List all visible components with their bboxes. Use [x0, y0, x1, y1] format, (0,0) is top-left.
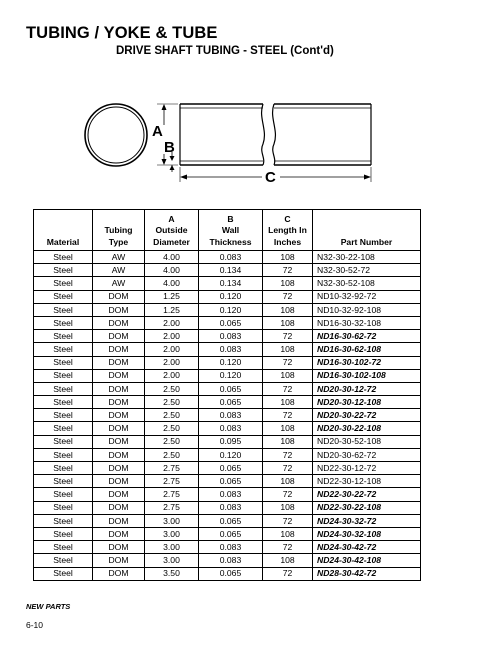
cell-outside-diameter: 2.50 — [145, 422, 199, 435]
cell-tubing-type: DOM — [93, 356, 145, 369]
col-header-outside-diameter: A Outside Diameter — [145, 210, 199, 251]
cell-part-number: ND22-30-22-108 — [313, 501, 421, 514]
cell-outside-diameter: 2.50 — [145, 396, 199, 409]
cell-length: 72 — [263, 462, 313, 475]
cell-tubing-type: DOM — [93, 488, 145, 501]
cell-material: Steel — [34, 369, 93, 382]
cell-tubing-type: DOM — [93, 541, 145, 554]
cell-outside-diameter: 2.75 — [145, 462, 199, 475]
cell-part-number: ND24-30-32-72 — [313, 514, 421, 527]
cell-material: Steel — [34, 356, 93, 369]
table-row — [34, 448, 421, 461]
dimension-label-a: A — [152, 123, 163, 140]
cell-wall-thickness: 0.083 — [199, 330, 263, 343]
cell-wall-thickness: 0.065 — [199, 396, 263, 409]
cell-material: Steel — [34, 382, 93, 395]
cell-outside-diameter: 2.75 — [145, 475, 199, 488]
cell-material: Steel — [34, 527, 93, 540]
table-row — [34, 527, 421, 540]
cell-part-number: ND20-30-52-108 — [313, 435, 421, 448]
cell-material: Steel — [34, 501, 93, 514]
cell-wall-thickness: 0.134 — [199, 277, 263, 290]
cell-tubing-type: DOM — [93, 422, 145, 435]
table-row — [34, 567, 421, 580]
cell-tubing-type: DOM — [93, 527, 145, 540]
page-number: 6-10 — [26, 620, 44, 630]
tube-end-inner-circle — [88, 107, 144, 163]
cell-outside-diameter: 2.75 — [145, 501, 199, 514]
cell-wall-thickness: 0.065 — [199, 316, 263, 329]
cell-length: 72 — [263, 541, 313, 554]
cell-length: 108 — [263, 316, 313, 329]
cell-wall-thickness: 0.120 — [199, 356, 263, 369]
cell-outside-diameter: 3.50 — [145, 567, 199, 580]
cell-length: 108 — [263, 527, 313, 540]
cell-material: Steel — [34, 343, 93, 356]
cell-part-number: ND10-32-92-72 — [313, 290, 421, 303]
cell-outside-diameter: 4.00 — [145, 277, 199, 290]
cell-part-number: ND16-30-102-72 — [313, 356, 421, 369]
table-row — [34, 369, 421, 382]
table-row — [34, 488, 421, 501]
cell-tubing-type: DOM — [93, 475, 145, 488]
table-row — [34, 382, 421, 395]
cell-length: 108 — [263, 435, 313, 448]
cell-wall-thickness: 0.083 — [199, 501, 263, 514]
cell-part-number: N32-30-52-72 — [313, 264, 421, 277]
cell-tubing-type: DOM — [93, 369, 145, 382]
cell-length: 108 — [263, 501, 313, 514]
cell-tubing-type: DOM — [93, 514, 145, 527]
col-header-material: Material — [34, 210, 93, 251]
cell-outside-diameter: 2.50 — [145, 435, 199, 448]
cell-wall-thickness: 0.120 — [199, 448, 263, 461]
cell-outside-diameter: 2.00 — [145, 316, 199, 329]
cell-part-number: ND20-30-22-108 — [313, 422, 421, 435]
cell-length: 72 — [263, 264, 313, 277]
page-title: TUBING / YOKE & TUBE — [26, 24, 218, 42]
cell-part-number: ND16-30-32-108 — [313, 316, 421, 329]
table-row — [34, 316, 421, 329]
cell-part-number: ND10-32-92-108 — [313, 303, 421, 316]
cell-length: 72 — [263, 290, 313, 303]
cell-tubing-type: DOM — [93, 554, 145, 567]
col-header-tubing-type: Tubing Type — [93, 210, 145, 251]
cell-material: Steel — [34, 541, 93, 554]
cell-wall-thickness: 0.083 — [199, 554, 263, 567]
cell-tubing-type: DOM — [93, 396, 145, 409]
cell-tubing-type: AW — [93, 251, 145, 264]
cell-outside-diameter: 2.00 — [145, 356, 199, 369]
cell-part-number: ND16-30-102-108 — [313, 369, 421, 382]
cell-wall-thickness: 0.083 — [199, 488, 263, 501]
cell-material: Steel — [34, 422, 93, 435]
cell-material: Steel — [34, 488, 93, 501]
table-row — [34, 501, 421, 514]
cell-length: 108 — [263, 475, 313, 488]
cell-wall-thickness: 0.065 — [199, 475, 263, 488]
cell-wall-thickness: 0.083 — [199, 409, 263, 422]
table-row — [34, 541, 421, 554]
cell-part-number: ND28-30-42-72 — [313, 567, 421, 580]
break-line-left — [262, 104, 265, 165]
cell-length: 72 — [263, 488, 313, 501]
cell-outside-diameter: 4.00 — [145, 251, 199, 264]
cell-tubing-type: DOM — [93, 409, 145, 422]
cell-material: Steel — [34, 330, 93, 343]
cell-wall-thickness: 0.134 — [199, 264, 263, 277]
cell-material: Steel — [34, 462, 93, 475]
cell-wall-thickness: 0.083 — [199, 343, 263, 356]
cell-outside-diameter: 2.50 — [145, 448, 199, 461]
cell-tubing-type: DOM — [93, 382, 145, 395]
col-header-wall-thickness: B Wall Thickness — [199, 210, 263, 251]
cell-length: 72 — [263, 448, 313, 461]
cell-length: 108 — [263, 303, 313, 316]
cell-material: Steel — [34, 290, 93, 303]
cell-tubing-type: DOM — [93, 290, 145, 303]
table-row — [34, 462, 421, 475]
cell-part-number: ND16-30-62-72 — [313, 330, 421, 343]
break-line-right — [273, 104, 276, 165]
tube-dimension-diagram — [0, 88, 500, 188]
cell-tubing-type: DOM — [93, 448, 145, 461]
cell-wall-thickness: 0.065 — [199, 462, 263, 475]
cell-wall-thickness: 0.065 — [199, 527, 263, 540]
table-row — [34, 435, 421, 448]
table-row — [34, 277, 421, 290]
cell-material: Steel — [34, 475, 93, 488]
cell-outside-diameter: 2.00 — [145, 330, 199, 343]
new-parts-note: NEW PARTS — [26, 602, 71, 611]
page-subtitle: DRIVE SHAFT TUBING - STEEL (Cont'd) — [116, 45, 334, 57]
table-row — [34, 422, 421, 435]
tube-end-outer-circle — [85, 104, 147, 166]
table-row — [34, 554, 421, 567]
cell-wall-thickness: 0.083 — [199, 422, 263, 435]
cell-tubing-type: DOM — [93, 567, 145, 580]
cell-length: 72 — [263, 567, 313, 580]
cell-material: Steel — [34, 435, 93, 448]
cell-part-number: ND20-30-12-72 — [313, 382, 421, 395]
table-row — [34, 264, 421, 277]
cell-length: 108 — [263, 277, 313, 290]
cell-material: Steel — [34, 251, 93, 264]
cell-outside-diameter: 2.50 — [145, 409, 199, 422]
cell-part-number: ND20-30-12-108 — [313, 396, 421, 409]
cell-outside-diameter: 2.00 — [145, 369, 199, 382]
cell-wall-thickness: 0.065 — [199, 514, 263, 527]
col-header-length: C Length In Inches — [263, 210, 313, 251]
cell-length: 72 — [263, 409, 313, 422]
dimension-label-c: C — [265, 169, 276, 186]
cell-outside-diameter: 3.00 — [145, 541, 199, 554]
cell-part-number: ND20-30-62-72 — [313, 448, 421, 461]
table-body — [34, 251, 421, 581]
cell-outside-diameter: 2.00 — [145, 343, 199, 356]
cell-length: 108 — [263, 396, 313, 409]
cell-material: Steel — [34, 448, 93, 461]
cell-tubing-type: AW — [93, 264, 145, 277]
cell-material: Steel — [34, 277, 93, 290]
cell-length: 108 — [263, 369, 313, 382]
cell-outside-diameter: 2.75 — [145, 488, 199, 501]
cell-outside-diameter: 4.00 — [145, 264, 199, 277]
table-row — [34, 343, 421, 356]
cell-length: 72 — [263, 330, 313, 343]
cell-wall-thickness: 0.065 — [199, 382, 263, 395]
cell-material: Steel — [34, 567, 93, 580]
cell-length: 108 — [263, 422, 313, 435]
cell-tubing-type: AW — [93, 277, 145, 290]
tubing-parts-table — [33, 209, 421, 581]
cell-part-number: ND20-30-22-72 — [313, 409, 421, 422]
cell-wall-thickness: 0.120 — [199, 303, 263, 316]
cell-outside-diameter: 2.50 — [145, 382, 199, 395]
cell-outside-diameter: 1.25 — [145, 290, 199, 303]
cell-length: 108 — [263, 343, 313, 356]
cell-part-number: ND22-30-22-72 — [313, 488, 421, 501]
cell-wall-thickness: 0.120 — [199, 290, 263, 303]
cell-wall-thickness: 0.120 — [199, 369, 263, 382]
cell-outside-diameter: 3.00 — [145, 527, 199, 540]
cell-material: Steel — [34, 316, 93, 329]
table-row — [34, 303, 421, 316]
cell-material: Steel — [34, 409, 93, 422]
cell-length: 72 — [263, 382, 313, 395]
cell-part-number: ND24-30-42-72 — [313, 541, 421, 554]
cell-part-number: ND24-30-32-108 — [313, 527, 421, 540]
cell-length: 108 — [263, 251, 313, 264]
cell-part-number: ND22-30-12-108 — [313, 475, 421, 488]
cell-wall-thickness: 0.083 — [199, 541, 263, 554]
cell-part-number: N32-30-22-108 — [313, 251, 421, 264]
cell-tubing-type: DOM — [93, 501, 145, 514]
cell-length: 108 — [263, 554, 313, 567]
cell-material: Steel — [34, 264, 93, 277]
cell-tubing-type: DOM — [93, 343, 145, 356]
cell-tubing-type: DOM — [93, 330, 145, 343]
table-row — [34, 290, 421, 303]
cell-wall-thickness: 0.095 — [199, 435, 263, 448]
table-row — [34, 396, 421, 409]
table-row — [34, 356, 421, 369]
cell-wall-thickness: 0.083 — [199, 251, 263, 264]
table-row — [34, 330, 421, 343]
cell-outside-diameter: 3.00 — [145, 554, 199, 567]
cell-tubing-type: DOM — [93, 462, 145, 475]
cell-length: 72 — [263, 514, 313, 527]
cell-part-number: N32-30-52-108 — [313, 277, 421, 290]
cell-outside-diameter: 3.00 — [145, 514, 199, 527]
cell-wall-thickness: 0.065 — [199, 567, 263, 580]
cell-tubing-type: DOM — [93, 316, 145, 329]
cell-outside-diameter: 1.25 — [145, 303, 199, 316]
cell-material: Steel — [34, 303, 93, 316]
table-row — [34, 251, 421, 264]
table-header-row — [34, 210, 421, 251]
col-header-part-number: Part Number — [313, 210, 421, 251]
cell-part-number: ND16-30-62-108 — [313, 343, 421, 356]
cell-part-number: ND24-30-42-108 — [313, 554, 421, 567]
table-row — [34, 409, 421, 422]
cell-length: 72 — [263, 356, 313, 369]
table-row — [34, 514, 421, 527]
dimension-label-b: B — [164, 139, 175, 156]
cell-material: Steel — [34, 554, 93, 567]
cell-tubing-type: DOM — [93, 435, 145, 448]
cell-part-number: ND22-30-12-72 — [313, 462, 421, 475]
cell-tubing-type: DOM — [93, 303, 145, 316]
table-row — [34, 475, 421, 488]
cell-material: Steel — [34, 396, 93, 409]
cell-material: Steel — [34, 514, 93, 527]
